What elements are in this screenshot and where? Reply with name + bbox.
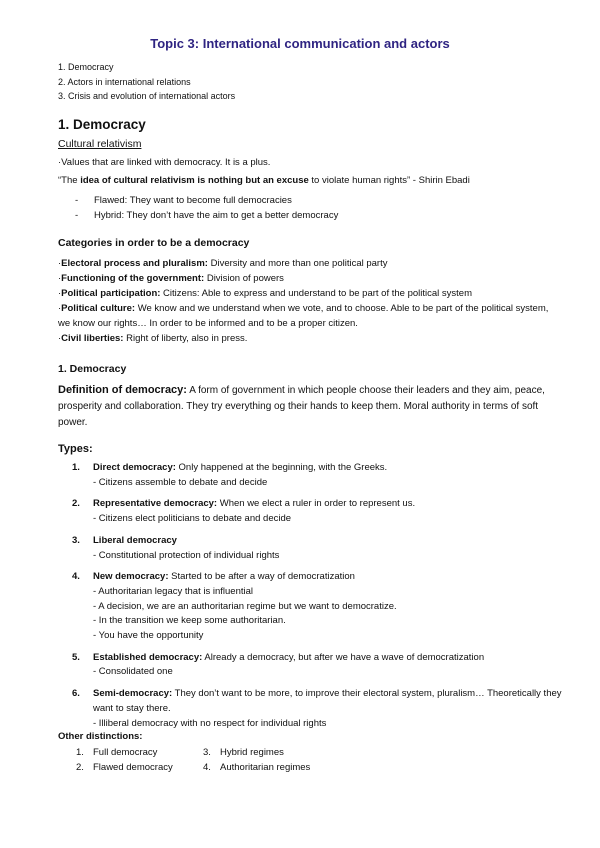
list-item: ·Civil liberties: Right of liberty, also in press. [58, 333, 248, 344]
toc-item: 1. Democracy [58, 62, 114, 72]
other-distinctions-heading: Other distinctions: [58, 731, 143, 742]
categories-list [58, 256, 558, 346]
toc-item: 3. Crisis and evolution of international actors [58, 91, 236, 101]
list-item: ·Functioning of the government: Division of powers [58, 273, 284, 284]
list-item: 4. New democracy: Started to be after a way of democratization - Authoritarian legacy that is influential - A decision, we are an authoritarian regime but we want to democratize. - In the transition we keep some authoritarian. - You have the opportunity [72, 571, 397, 642]
definition-paragraph: Definition of democracy: A form of government in which people choose their leaders and they aim, peace, prosperity and collaboration. They try everything og their hands to keep them. Moral authority in terms of soft power. [58, 384, 545, 428]
quote-bold: idea of cultural relativism is nothing but an excuse [80, 175, 309, 186]
quote-line: “The idea of cultural relativism is nothing but an excuse to violate human rights” - Shirin Ebadi [58, 175, 470, 186]
list-item: 6. Semi-democracy: They don’t want to be more, to improve their electoral system, pluralism… Theoretically they want to stay there. - Illiberal democracy with no respect for individual rights [72, 688, 562, 729]
types-list [72, 461, 572, 738]
list-row: 1. Full democracy 3. Hybrid regimes [76, 747, 284, 758]
toc-item: 2. Actors in international relations [58, 76, 191, 87]
dash-list [75, 193, 338, 223]
subheading-cultural-relativism: Cultural relativism [58, 138, 142, 150]
list-row: 2. Flawed democracy 4. Authoritarian regimes [76, 762, 311, 773]
categories-heading: Categories in order to be a democracy [58, 237, 250, 249]
list-item: 3. Liberal democracy - Constitutional protection of individual rights [72, 534, 280, 561]
list-item: 2. Representative democracy: When we elect a ruler in order to represent us. - Citizens elect politicians to debate and decide [72, 498, 416, 525]
intro-line: ·Values that are linked with democracy. It is a plus. [58, 157, 271, 168]
list-item: 5. Established democracy: Already a democracy, but after we have a wave of democratization - Consolidated one [72, 651, 485, 678]
section-heading-democracy: 1. Democracy [58, 117, 146, 132]
other-distinctions-list [76, 745, 310, 775]
list-item: ·Political culture: We know and we understand when we vote, and to choose. Able to be part of the political system, we know our rights… In order to be informed and to be a proper citizen. [58, 303, 549, 329]
definition-label: Definition of democracy: [58, 384, 187, 396]
list-item: 1. Direct democracy: Only happened at the beginning, with the Greeks. - Citizens assemble to debate and decide [72, 462, 388, 488]
list-item: ·Political participation: Citizens: Able to express and understand to be part of the political system [58, 288, 472, 299]
section-heading-democracy-2: 1. Democracy [58, 363, 127, 375]
page-title: Topic 3: International communication and actors [150, 36, 450, 51]
types-heading: Types: [58, 443, 93, 455]
list-item: ·Electoral process and pluralism: Diversity and more than one political party [58, 258, 388, 269]
table-of-contents [58, 60, 235, 104]
list-item: - Flawed: They want to become full democracies [75, 195, 292, 206]
list-item: - Hybrid: They don’t have the aim to get a better democracy [75, 210, 339, 221]
